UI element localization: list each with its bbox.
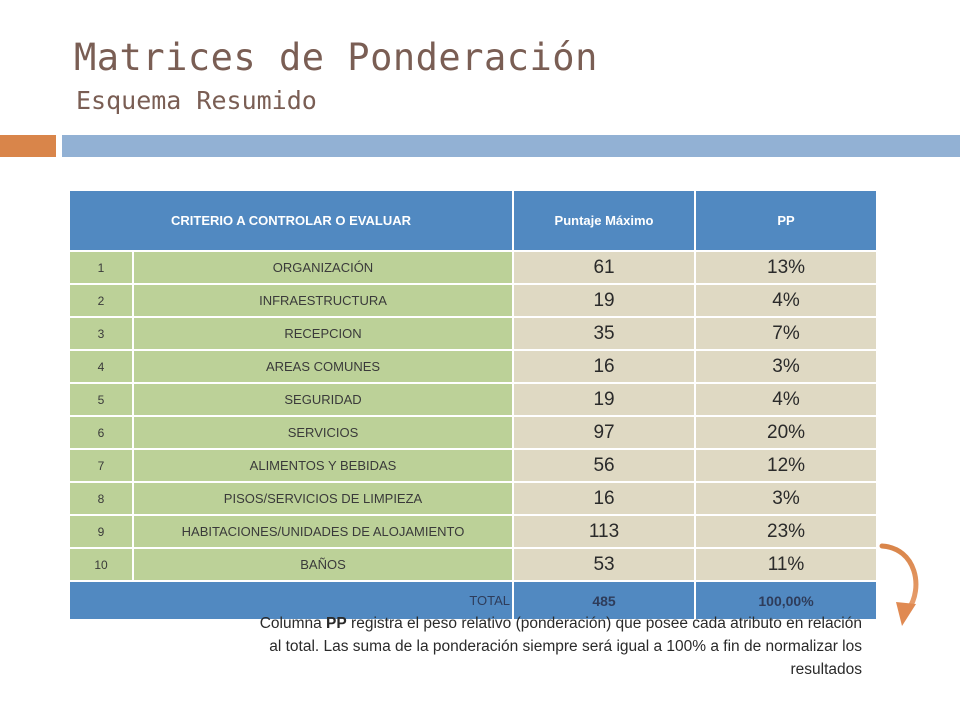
row-number: 5	[70, 384, 134, 417]
row-criterio: INFRAESTRUCTURA	[134, 285, 514, 318]
table-row	[70, 516, 878, 549]
slide-title: Matrices de Ponderación	[74, 36, 598, 79]
row-pp: 23%	[696, 516, 878, 549]
row-puntaje-maximo: 16	[514, 351, 696, 384]
row-number: 8	[70, 483, 134, 516]
row-number: 2	[70, 285, 134, 318]
row-criterio: AREAS COMUNES	[134, 351, 514, 384]
pp-explanation-note	[248, 612, 862, 681]
row-pp: 3%	[696, 483, 878, 516]
row-criterio: BAÑOS	[134, 549, 514, 582]
table-row	[70, 285, 878, 318]
accent-bar-blue	[62, 135, 960, 157]
row-pp: 4%	[696, 384, 878, 417]
row-pp: 11%	[696, 549, 878, 582]
table-row	[70, 417, 878, 450]
table-row	[70, 318, 878, 351]
note-text-bold: PP	[326, 615, 347, 632]
total-puntaje-maximo: 485	[514, 582, 696, 621]
row-puntaje-maximo: 97	[514, 417, 696, 450]
header-criterio: CRITERIO A CONTROLAR O EVALUAR	[70, 191, 514, 252]
row-criterio: RECEPCION	[134, 318, 514, 351]
table-row	[70, 450, 878, 483]
table-row	[70, 252, 878, 285]
note-text-after: registra el peso relativo (ponderación) que posee cada atributo en relación al total. Las suma de la ponderación siempre será igual a 100% a fin de normalizar los resultados	[269, 615, 862, 678]
total-pp: 100,00%	[696, 582, 878, 621]
row-puntaje-maximo: 19	[514, 384, 696, 417]
row-puntaje-maximo: 16	[514, 483, 696, 516]
row-criterio: ORGANIZACIÓN	[134, 252, 514, 285]
row-pp: 12%	[696, 450, 878, 483]
slide-subtitle: Esquema Resumido	[76, 86, 317, 115]
row-pp: 3%	[696, 351, 878, 384]
table-row	[70, 384, 878, 417]
row-number: 4	[70, 351, 134, 384]
header-puntaje-maximo: Puntaje Máximo	[514, 191, 696, 252]
weighting-matrix-table	[70, 191, 878, 621]
row-puntaje-maximo: 113	[514, 516, 696, 549]
row-criterio: HABITACIONES/UNIDADES DE ALOJAMIENTO	[134, 516, 514, 549]
header-pp: PP	[696, 191, 878, 252]
curved-arrow-icon	[876, 538, 936, 638]
row-number: 6	[70, 417, 134, 450]
table-row	[70, 549, 878, 582]
table-header-row	[70, 191, 878, 252]
total-label: TOTAL	[70, 582, 514, 621]
row-criterio: ALIMENTOS Y BEBIDAS	[134, 450, 514, 483]
row-puntaje-maximo: 35	[514, 318, 696, 351]
row-number: 7	[70, 450, 134, 483]
row-puntaje-maximo: 61	[514, 252, 696, 285]
row-pp: 7%	[696, 318, 878, 351]
row-pp: 4%	[696, 285, 878, 318]
row-criterio: PISOS/SERVICIOS DE LIMPIEZA	[134, 483, 514, 516]
table-body	[70, 252, 878, 582]
note-text-before: Columna	[259, 615, 327, 632]
row-number: 10	[70, 549, 134, 582]
row-pp: 13%	[696, 252, 878, 285]
table-row	[70, 483, 878, 516]
row-puntaje-maximo: 56	[514, 450, 696, 483]
row-pp: 20%	[696, 417, 878, 450]
row-number: 1	[70, 252, 134, 285]
table-row	[70, 351, 878, 384]
row-puntaje-maximo: 19	[514, 285, 696, 318]
row-number: 9	[70, 516, 134, 549]
row-number: 3	[70, 318, 134, 351]
row-criterio: SEGURIDAD	[134, 384, 514, 417]
row-criterio: SERVICIOS	[134, 417, 514, 450]
accent-bar-orange	[0, 135, 56, 157]
row-puntaje-maximo: 53	[514, 549, 696, 582]
